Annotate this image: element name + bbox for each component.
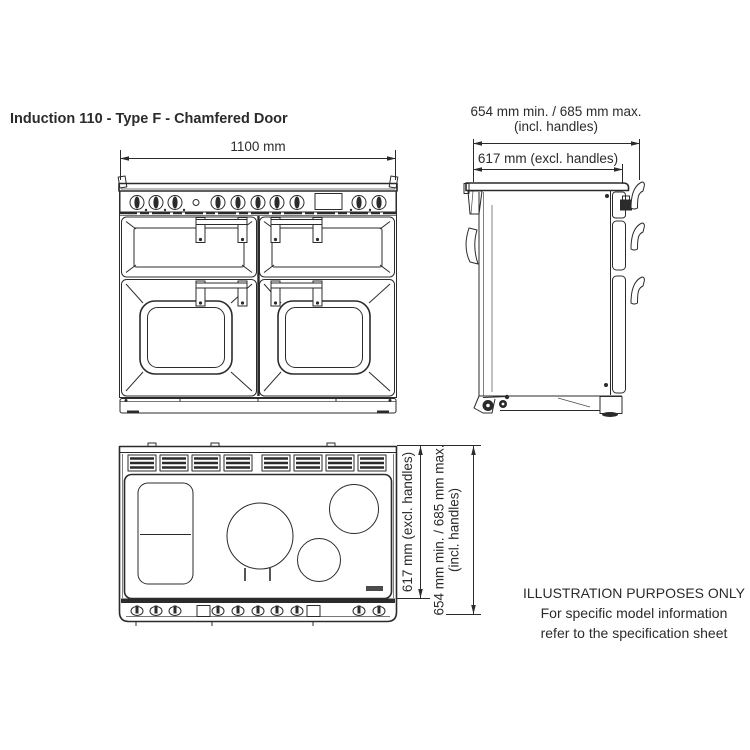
top-depth-excl-label: 617 mm (excl. handles) bbox=[400, 451, 415, 593]
grill-door-left bbox=[122, 217, 257, 277]
disclaimer-line-2: For specific model information bbox=[540, 605, 728, 621]
oven-window-right bbox=[278, 301, 370, 374]
side-depth-incl-note: (incl. handles) bbox=[513, 119, 599, 134]
disclaimer-line-1: ILLUSTRATION PURPOSES ONLY bbox=[523, 585, 745, 601]
control-panel bbox=[119, 191, 397, 216]
disclaimer-line-3: refer to the specification sheet bbox=[540, 625, 728, 641]
side-plinth bbox=[474, 395, 622, 417]
side-handles bbox=[631, 182, 644, 304]
oven-door-left bbox=[122, 280, 257, 397]
front-width-dimension bbox=[120, 150, 396, 180]
induction-zones bbox=[138, 483, 379, 584]
side-depth-excl-label: 617 mm (excl. handles) bbox=[477, 151, 619, 166]
oven-window-left bbox=[140, 301, 232, 374]
top-view-drawing bbox=[120, 443, 482, 626]
disclaimer bbox=[518, 583, 750, 643]
hob-glass bbox=[125, 475, 392, 599]
side-view-drawing bbox=[464, 139, 644, 417]
control-knobs bbox=[130, 196, 386, 212]
page-title: Induction 110 - Type F - Chamfered Door bbox=[10, 111, 288, 127]
front-view-drawing bbox=[118, 150, 398, 414]
top-depth-incl-note: (incl. handles) bbox=[446, 487, 462, 573]
front-width-label: 1100 mm bbox=[230, 139, 286, 154]
top-depth-incl-label: 654 mm min. / 685 mm max. bbox=[431, 444, 447, 616]
side-depth-incl-label: 654 mm min. / 685 mm max. bbox=[470, 104, 642, 119]
grill-door-right bbox=[260, 217, 395, 277]
oven-door-right bbox=[260, 280, 395, 397]
rear-vents bbox=[128, 455, 386, 471]
brand-badge bbox=[366, 586, 383, 591]
display-screen bbox=[315, 194, 342, 210]
front-plinth bbox=[119, 398, 397, 414]
